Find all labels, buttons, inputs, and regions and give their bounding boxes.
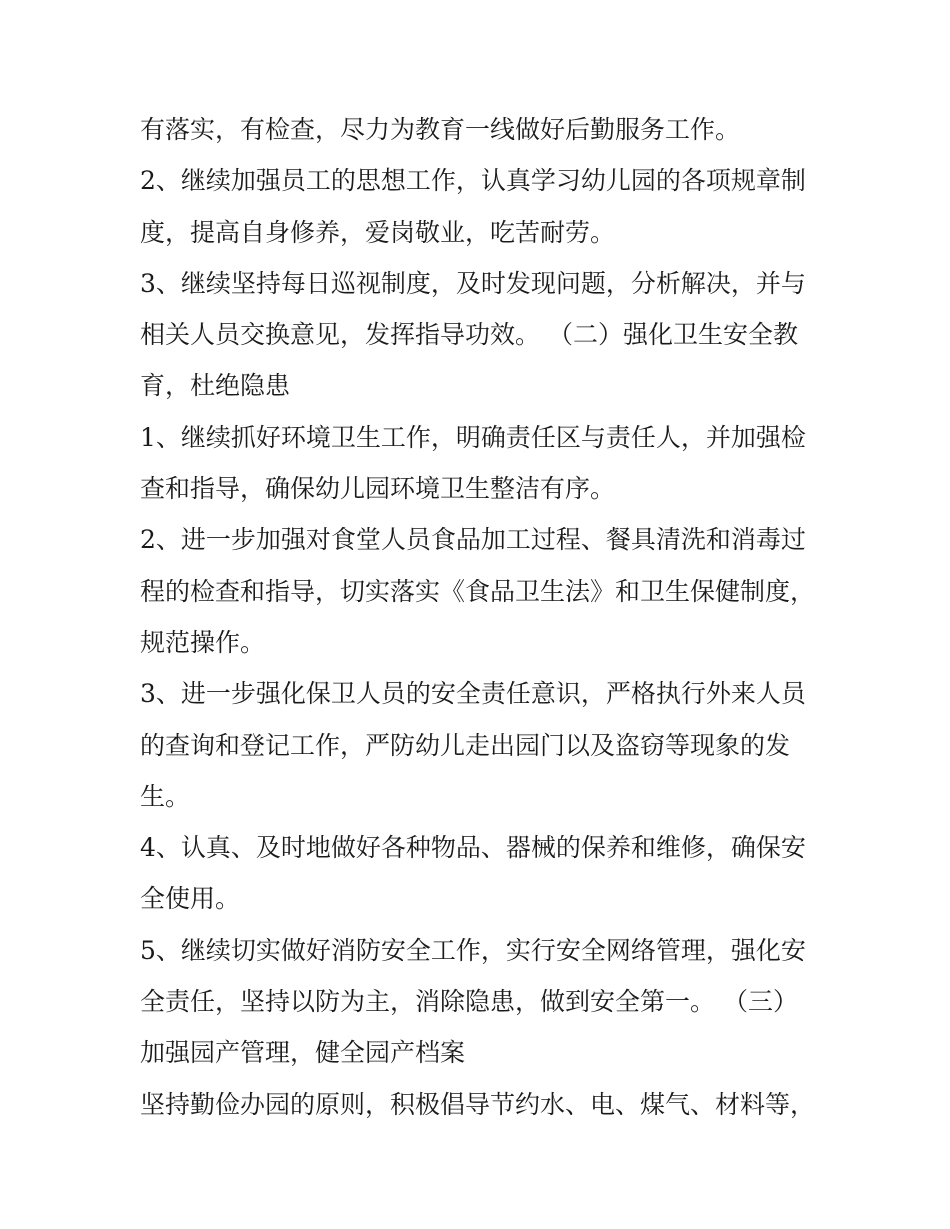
text-line: 规范操作。 [140, 627, 266, 657]
text-line: 有落实，有检查，尽力为教育一线做好后勤服务工作。 [140, 115, 741, 144]
text-line: 生。 [140, 781, 191, 811]
text-line: 2、继续加强员工的思想工作，认真学习幼儿园的各项规章制 [140, 166, 806, 196]
text-line: 2、进一步加强对食堂人员食品加工过程、餐具清洗和消毒过 [140, 525, 806, 555]
text-line: 程的检查和指导，切实落实《食品卫生法》和卫生保健制度， [140, 576, 816, 606]
text-line: 育，杜绝隐患 [140, 371, 291, 401]
text-line: 3、继续坚持每日巡视制度，及时发现问题，分析解决，并与 [140, 268, 806, 298]
text-line: 全责任，坚持以防为主，消除隐患，做到安全第一。 （三） [140, 987, 798, 1017]
text-line: 4、认真、及时地做好各种物品、器械的保养和维修，确保安 [140, 833, 806, 863]
text-line: 全使用。 [140, 884, 241, 914]
document-body [140, 104, 820, 1130]
text-line: 加强园产管理，健全园产档案 [140, 1038, 466, 1068]
text-line: 查和指导，确保幼儿园环境卫生整洁有序。 [140, 474, 616, 504]
text-line: 3、进一步强化保卫人员的安全责任意识，严格执行外来人员 [140, 679, 806, 709]
text-line: 坚持勤俭办园的原则，积极倡导节约水、电、煤气、材料等， [140, 1089, 816, 1119]
text-line: 1、继续抓好环境卫生工作，明确责任区与责任人，并加强检 [140, 422, 806, 452]
text-line: 5、继续切实做好消防安全工作，实行安全网络管理，强化安 [140, 935, 806, 965]
text-line: 的查询和登记工作，严防幼儿走出园门以及盗窃等现象的发 [140, 730, 791, 760]
text-line: 相关人员交换意见，发挥指导功效。 （二）强化卫生安全教 [140, 320, 798, 350]
text-line: 度，提高自身修养，爱岗敬业，吃苦耐劳。 [140, 217, 616, 247]
